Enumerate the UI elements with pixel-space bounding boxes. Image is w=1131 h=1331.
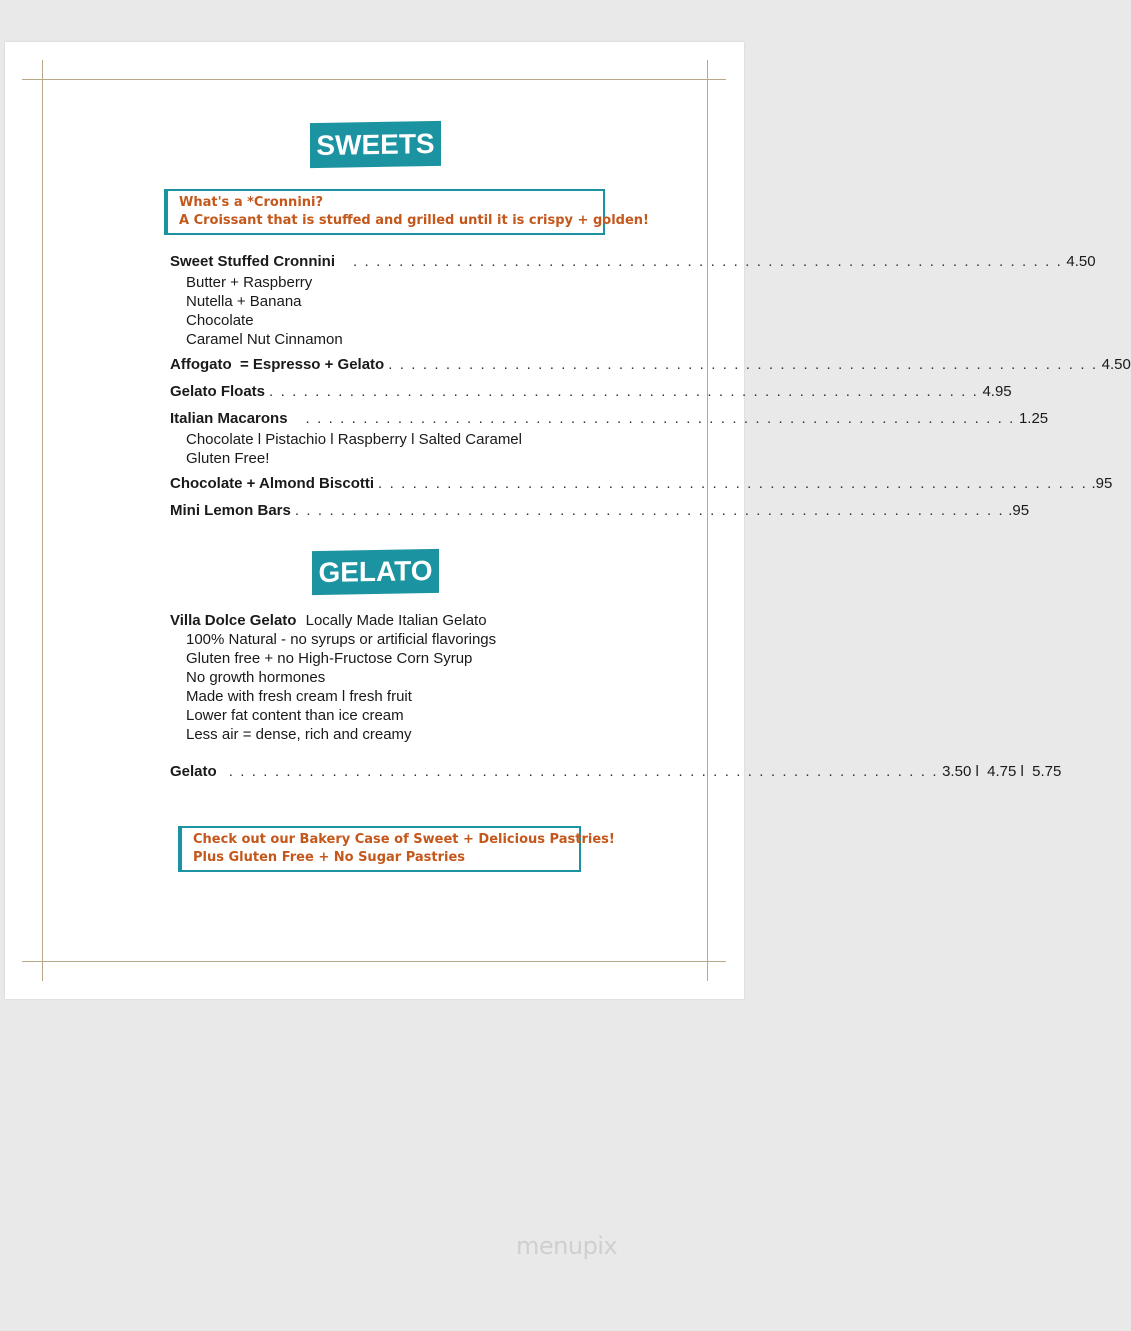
item-price: 4.95 bbox=[982, 383, 1012, 400]
menupix-watermark: menupix bbox=[516, 1232, 618, 1260]
bakery-line-1: Check out our Bakery Case of Sweet + Delicious Pastries! bbox=[193, 832, 615, 847]
cronnini-option: Caramel Nut Cinnamon bbox=[186, 331, 343, 348]
leader-dots: . . . . . . . . . . . . . . . . . . . . . . . . . . . . . . . . . . . . . . . . . . . . . . . . . . . . . . . . . . . . . . bbox=[388, 356, 1098, 373]
callout-answer: A Croissant that is stuffed and grilled until it is crispy + golden! bbox=[179, 213, 649, 228]
leader-dots: . . . . . . . . . . . . . . . . . . . . . . . . . . . . . . . . . . . . . . . . . . . . . . . . . . . . . . . . . . . . . . bbox=[378, 475, 1088, 492]
menu-item-biscotti bbox=[170, 475, 1113, 495]
gelato-feature: No growth hormones bbox=[186, 669, 326, 686]
gelato-feature: Less air = dense, rich and creamy bbox=[186, 726, 412, 743]
leader-dots: . . . . . . . . . . . . . . . . . . . . . . . . . . . . . . . . . . . . . . . . . . . . . . . . . . . . . . . . . . . . . . bbox=[353, 253, 1063, 270]
bakery-line-2: Plus Gluten Free + No Sugar Pastries bbox=[193, 850, 466, 865]
item-price: 1.25 bbox=[1018, 410, 1049, 427]
leader-dots: . . . . . . . . . . . . . . . . . . . . . . . . . . . . . . . . . . . . . . . . . . . . . . . . . . . . . . . . . . . . . . bbox=[228, 763, 939, 780]
top-border-rule bbox=[22, 79, 726, 80]
item-name: Gelato bbox=[170, 763, 217, 780]
item-name: Affogato = Espresso + Gelato bbox=[170, 356, 385, 373]
leader-dots: . . . . . . . . . . . . . . . . . . . . . . . . . . . . . . . . . . . . . . . . . . . . . . . . . . . . . . . . . . . . . . bbox=[305, 410, 1015, 427]
leader-dots: . . . . . . . . . . . . . . . . . . . . . . . . . . . . . . . . . . . . . . . . . . . . . . . . . . . . . . . . . . . . . . bbox=[294, 502, 1005, 519]
gelato-feature: Made with fresh cream l fresh fruit bbox=[186, 688, 412, 705]
bakery-callout bbox=[178, 826, 615, 872]
menu-item-lemon-bars bbox=[170, 502, 1030, 522]
gelato-feature: Gluten free + no High-Fructose Corn Syrup bbox=[186, 650, 473, 667]
menu-item-cronnini bbox=[170, 253, 1096, 273]
item-name: Sweet Stuffed Cronnini bbox=[170, 253, 335, 270]
left-border-rule bbox=[42, 60, 43, 981]
gelato-heading: GELATO bbox=[312, 549, 439, 595]
menu-item-gelato-floats bbox=[170, 383, 1012, 403]
right-border-rule bbox=[707, 60, 708, 981]
item-price: 4.50 bbox=[1066, 253, 1096, 270]
cronnini-option: Nutella + Banana bbox=[186, 293, 302, 310]
menu-item-affogato bbox=[170, 356, 1131, 376]
item-name: Mini Lemon Bars bbox=[170, 502, 291, 519]
menu-item-macarons bbox=[170, 410, 1049, 430]
gelato-brand: Villa Dolce Gelato bbox=[170, 612, 297, 629]
gelato-intro bbox=[170, 612, 487, 629]
leader-dots: . . . . . . . . . . . . . . . . . . . . . . . . . . . . . . . . . . . . . . . . . . . . . . . . . . . . . . . . . . . . . . bbox=[269, 383, 979, 400]
cronnini-option: Chocolate bbox=[186, 312, 254, 329]
gelato-brand-desc: Locally Made Italian Gelato bbox=[305, 612, 487, 629]
item-price: .95 bbox=[1091, 475, 1113, 492]
item-name: Italian Macarons bbox=[170, 410, 288, 427]
item-price: 3.50 l 4.75 l 5.75 bbox=[942, 763, 1062, 780]
item-price: .95 bbox=[1008, 502, 1030, 519]
item-name: Chocolate + Almond Biscotti bbox=[170, 475, 375, 492]
cronnini-option: Butter + Raspberry bbox=[186, 274, 313, 291]
macaron-note: Gluten Free! bbox=[186, 450, 270, 467]
gelato-feature: 100% Natural - no syrups or artificial flavorings bbox=[186, 631, 497, 648]
menu-item-gelato bbox=[170, 763, 1062, 783]
gelato-feature: Lower fat content than ice cream bbox=[186, 707, 404, 724]
item-price: 4.50 bbox=[1101, 356, 1131, 373]
cronnini-callout bbox=[164, 189, 649, 235]
bottom-border-rule bbox=[22, 961, 726, 962]
sweets-heading: SWEETS bbox=[310, 121, 441, 168]
macaron-flavors: Chocolate l Pistachio l Raspberry l Salted Caramel bbox=[186, 431, 522, 448]
item-name: Gelato Floats bbox=[170, 383, 266, 400]
callout-question: What's a *Cronnini? bbox=[179, 195, 324, 210]
